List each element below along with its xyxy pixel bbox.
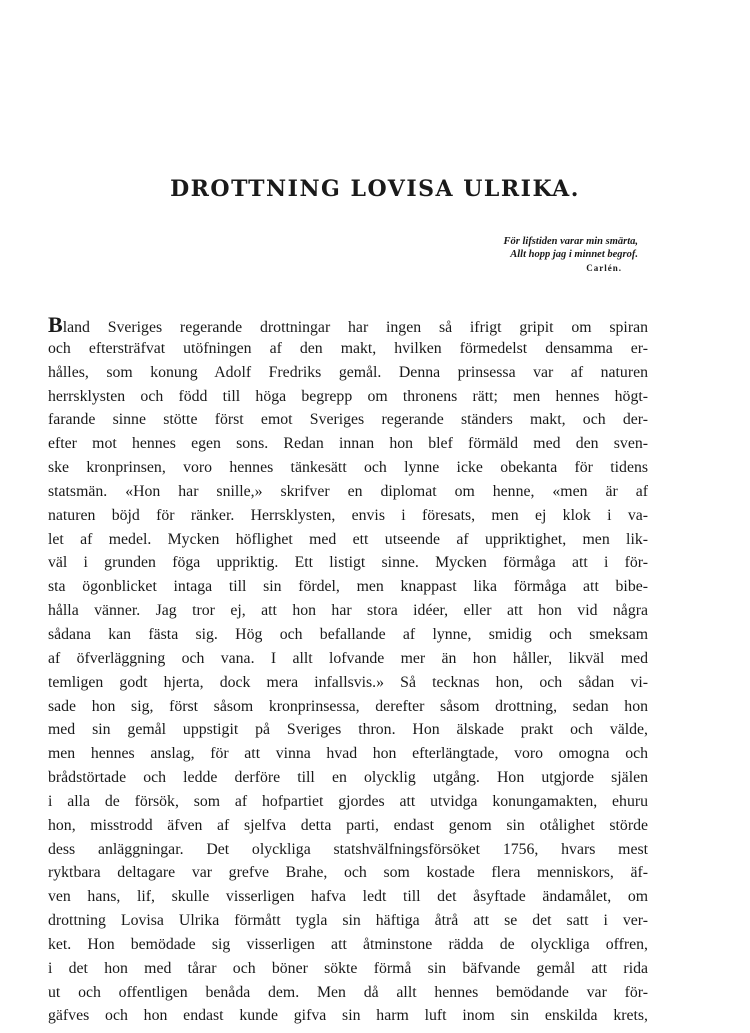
text-line: farande sinne stötte först emot Sveriges regerande ständers makt, och der- — [48, 411, 648, 429]
text-line: let af medel. Mycken höflighet med ett utseende af uppriktighet, men lik- — [48, 530, 648, 548]
drop-cap: B — [48, 313, 63, 337]
text-line: hon, misstrodd äfven af sjelfva detta parti, endast genom sin otålighet störde — [48, 816, 648, 834]
text-line — [48, 313, 648, 337]
text-line: drottning Lovisa Ulrika förmått tygla sin häftiga åtrå att se det satt i ver- — [48, 912, 648, 930]
text-line: herrsklysten och född till höga begrepp om thronens rätt; men hennes högt- — [48, 387, 648, 405]
epigraph-line: För lifstiden varar min smärta, — [503, 236, 638, 247]
text-line: ut och offentligen benåda dem. Men då allt hennes bemödande var för- — [48, 983, 648, 1001]
text-line: väl i grunden föga uppriktig. Ett listigt sinne. Mycken förmåga att i för- — [48, 554, 648, 572]
text-line: sådana kan fästa sig. Hög och befallande af lynne, smidig och smeksam — [48, 625, 648, 643]
text-line: gäfves och hon endast kunde gifva sin harm luft inom sin enskilda krets, — [48, 1007, 648, 1025]
text-line: temligen godt hjerta, dock mera infallsvis.» Så tecknas hon, och sådan vi- — [48, 673, 648, 691]
epigraph-line: Allt hopp jag i minnet begrof. — [510, 248, 638, 260]
text-line: men hennes anslag, för att vinna hvad hon efterlängtade, voro omogna och — [48, 745, 648, 763]
page-title: DROTTNING LOVISA ULRIKA. — [170, 176, 580, 202]
text-line: ket. Hon bemödade sig visserligen att åtminstone rädda de olyckliga offren, — [48, 935, 648, 953]
epigraph — [378, 236, 638, 275]
text-line: hålles, som konung Adolf Fredriks gemål. Denna prinsessa var af naturen — [48, 363, 648, 381]
text-line: ske kronprinsen, voro hennes tänkesätt och lynne icke obekanta för tidens — [48, 459, 648, 477]
text-line: statsmän. «Hon har snille,» skrifver en diplomat om henne, «men är af — [48, 482, 648, 500]
text-line: af öfverläggning och vana. I allt lofvande mer än hon håller, likväl med — [48, 649, 648, 667]
text-line: och eftersträfvat utöfningen af den makt, hvilken förmedelst densamma er- — [48, 339, 648, 357]
text-line: efter mot hennes egen sons. Redan innan hon blef förmäld med den sven- — [48, 435, 648, 453]
text-line: dess anläggningar. Det olyckliga statshvälfningsförsöket 1756, hvars mest — [48, 840, 648, 858]
text-line: i det hon med tårar och böner sökte förmå sin bäfvande gemål att rida — [48, 959, 648, 977]
text-line: brådstörtade och ledde derföre till en olycklig utgång. Hon utgjorde själen — [48, 769, 648, 787]
text-line: med sin gemål uppstigit på Sveriges thron. Hon älskade prakt och välde, — [48, 721, 648, 739]
body-text — [48, 313, 648, 1028]
text-line: i alla de försök, som af hofpartiet gjordes att utvidga konungamakten, ehuru — [48, 792, 648, 810]
text-line: naturen böjd för ränker. Herrsklysten, envis i föresats, men ej klok i va- — [48, 506, 648, 524]
text-line: hålla vänner. Jag tror ej, att hon har stora idéer, eller att hon vid några — [48, 602, 648, 620]
epigraph-author: Carlén. — [586, 263, 622, 273]
text-line: sta ögonblicket intaga till sin fördel, men knappast lika förmåga att bibe- — [48, 578, 648, 596]
text-line: sade hon sig, först såsom kronprinsessa, derefter såsom drottning, sedan hon — [48, 697, 648, 715]
text-line: ven hans, lif, skulle visserligen hafva ledt till det åsyftade ändamålet, om — [48, 888, 648, 906]
first-line-text: land Sveriges regerande drottningar har ingen så ifrigt gripit om spiran — [62, 319, 648, 336]
text-line: ryktbara deltagare var grefve Brahe, och som kostade flera menniskors, äf- — [48, 864, 648, 882]
